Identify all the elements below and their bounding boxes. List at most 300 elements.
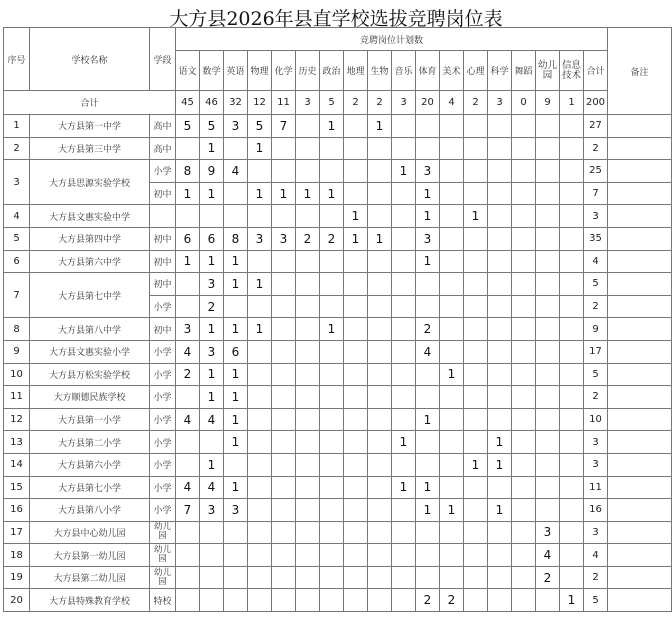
- row-value: [440, 295, 464, 318]
- row-value: [392, 182, 416, 205]
- row-value: [248, 160, 272, 183]
- row-value: [272, 137, 296, 160]
- row-value: [464, 250, 488, 273]
- row-value: [224, 521, 248, 544]
- row-value: 1: [224, 408, 248, 431]
- row-school: 大方县中心幼儿园: [30, 521, 150, 544]
- row-value: 1: [416, 499, 440, 522]
- row-value: [296, 453, 320, 476]
- row-value: [344, 137, 368, 160]
- row-value: [440, 250, 464, 273]
- row-value: [560, 566, 584, 589]
- total-value: 20: [416, 91, 440, 115]
- row-value: [464, 499, 488, 522]
- row-value: [296, 521, 320, 544]
- header-subject: 语文: [176, 51, 200, 91]
- row-index: 2: [4, 137, 30, 160]
- row-value: [536, 476, 560, 499]
- row-value: [272, 544, 296, 567]
- row-remark: [608, 566, 672, 589]
- row-value: 1: [176, 250, 200, 273]
- row-value: [224, 589, 248, 612]
- row-value: [248, 386, 272, 409]
- header-subject: 政治: [320, 51, 344, 91]
- row-value: [416, 137, 440, 160]
- row-value: [536, 227, 560, 250]
- row-value: [320, 566, 344, 589]
- row-value: [488, 566, 512, 589]
- row-value: [296, 250, 320, 273]
- row-value: [512, 363, 536, 386]
- row-value: [512, 295, 536, 318]
- row-value: 3: [536, 521, 560, 544]
- row-value: [296, 566, 320, 589]
- row-value: [560, 476, 584, 499]
- header-subject: 幼儿园: [536, 51, 560, 91]
- row-value: [224, 566, 248, 589]
- row-value: [560, 137, 584, 160]
- row-value: [248, 476, 272, 499]
- row-value: [488, 476, 512, 499]
- row-value: [512, 431, 536, 454]
- row-level: 幼儿园: [150, 544, 176, 567]
- row-remark: [608, 544, 672, 567]
- row-value: [440, 431, 464, 454]
- row-index: 1: [4, 115, 30, 138]
- row-school: 大方县第一小学: [30, 408, 150, 431]
- total-value: 11: [272, 91, 296, 115]
- header-remark: 备注: [608, 28, 672, 115]
- row-value: [536, 431, 560, 454]
- row-value: 1: [392, 431, 416, 454]
- row-value: [176, 544, 200, 567]
- row-value: [200, 521, 224, 544]
- row-value: [272, 566, 296, 589]
- row-value: 7: [272, 115, 296, 138]
- recruitment-table: [3, 27, 672, 612]
- row-value: 17: [584, 340, 608, 363]
- row-value: 1: [416, 408, 440, 431]
- row-value: [512, 408, 536, 431]
- row-value: [344, 295, 368, 318]
- row-value: [512, 160, 536, 183]
- header-subject: 物理: [248, 51, 272, 91]
- row-value: [272, 476, 296, 499]
- row-value: 6: [224, 340, 248, 363]
- row-value: [512, 318, 536, 341]
- row-value: [512, 521, 536, 544]
- row-value: [368, 318, 392, 341]
- row-value: [296, 499, 320, 522]
- row-level: 初中: [150, 318, 176, 341]
- row-value: 1: [416, 182, 440, 205]
- row-value: 1: [416, 205, 440, 228]
- row-value: 3: [176, 318, 200, 341]
- row-value: [368, 431, 392, 454]
- row-value: [248, 544, 272, 567]
- row-value: [488, 137, 512, 160]
- row-remark: [608, 227, 672, 250]
- row-value: [416, 521, 440, 544]
- row-remark: [608, 295, 672, 318]
- row-value: [368, 250, 392, 273]
- row-value: [488, 205, 512, 228]
- row-value: [560, 318, 584, 341]
- row-value: [560, 340, 584, 363]
- row-value: [464, 386, 488, 409]
- row-value: 1: [248, 273, 272, 296]
- table-row: [4, 28, 672, 51]
- table-row: [4, 589, 672, 612]
- row-value: [488, 295, 512, 318]
- header-subject: 舞蹈: [512, 51, 536, 91]
- header-plan: 竞聘岗位计划数: [176, 28, 608, 51]
- row-school: 大方县第三中学: [30, 137, 150, 160]
- row-value: 2: [584, 566, 608, 589]
- total-value: 2: [464, 91, 488, 115]
- row-value: [176, 273, 200, 296]
- row-value: 1: [392, 160, 416, 183]
- row-value: [368, 363, 392, 386]
- row-value: [488, 589, 512, 612]
- row-value: [536, 340, 560, 363]
- row-value: [392, 589, 416, 612]
- row-value: [200, 589, 224, 612]
- row-value: [488, 521, 512, 544]
- row-value: 1: [200, 182, 224, 205]
- row-value: 35: [584, 227, 608, 250]
- row-value: [248, 453, 272, 476]
- row-value: [536, 250, 560, 273]
- row-value: [200, 205, 224, 228]
- row-level: 小学: [150, 431, 176, 454]
- row-level: 初中: [150, 227, 176, 250]
- row-value: [224, 295, 248, 318]
- row-level: 幼儿园: [150, 566, 176, 589]
- row-level: 小学: [150, 408, 176, 431]
- row-value: [368, 340, 392, 363]
- row-index: 3: [4, 160, 30, 205]
- row-value: 3: [224, 115, 248, 138]
- row-value: [560, 295, 584, 318]
- row-value: [176, 589, 200, 612]
- row-value: [440, 137, 464, 160]
- row-remark: [608, 250, 672, 273]
- row-value: [512, 115, 536, 138]
- row-value: [512, 340, 536, 363]
- row-value: 10: [584, 408, 608, 431]
- row-value: [320, 453, 344, 476]
- row-value: [536, 589, 560, 612]
- row-school: 大方县第一中学: [30, 115, 150, 138]
- row-value: [272, 408, 296, 431]
- row-school: 大方县万松实验学校: [30, 363, 150, 386]
- header-index: 序号: [4, 28, 30, 91]
- row-value: [536, 499, 560, 522]
- row-value: 7: [584, 182, 608, 205]
- row-index: 13: [4, 431, 30, 454]
- row-value: 2: [440, 589, 464, 612]
- table-row: [4, 273, 672, 296]
- row-value: 1: [368, 227, 392, 250]
- row-value: [320, 137, 344, 160]
- row-school: 大方县文惠实验中学: [30, 205, 150, 228]
- row-value: 16: [584, 499, 608, 522]
- row-value: [464, 160, 488, 183]
- total-value: 3: [488, 91, 512, 115]
- row-value: 4: [200, 408, 224, 431]
- row-value: [560, 115, 584, 138]
- row-value: [344, 250, 368, 273]
- row-value: [344, 544, 368, 567]
- row-value: [296, 386, 320, 409]
- row-value: 1: [440, 363, 464, 386]
- row-level: 小学: [150, 386, 176, 409]
- header-subject: 心理: [464, 51, 488, 91]
- row-value: [320, 295, 344, 318]
- row-value: [560, 386, 584, 409]
- row-value: [176, 566, 200, 589]
- row-value: [440, 453, 464, 476]
- row-value: [344, 363, 368, 386]
- total-value: 12: [248, 91, 272, 115]
- row-value: [416, 295, 440, 318]
- header-subject: 科学: [488, 51, 512, 91]
- total-value: 200: [584, 91, 608, 115]
- row-value: [272, 318, 296, 341]
- row-value: 1: [344, 205, 368, 228]
- total-value: 2: [344, 91, 368, 115]
- row-value: [368, 476, 392, 499]
- row-value: [320, 340, 344, 363]
- row-value: [512, 566, 536, 589]
- row-value: [560, 227, 584, 250]
- row-value: [344, 182, 368, 205]
- row-value: [248, 499, 272, 522]
- row-value: [224, 182, 248, 205]
- row-value: [344, 273, 368, 296]
- row-value: [512, 453, 536, 476]
- row-value: [176, 431, 200, 454]
- row-value: [272, 386, 296, 409]
- row-value: 4: [200, 476, 224, 499]
- row-value: [464, 137, 488, 160]
- total-value: 3: [392, 91, 416, 115]
- table-row: [4, 431, 672, 454]
- row-value: 1: [200, 453, 224, 476]
- row-value: [392, 408, 416, 431]
- row-value: [296, 431, 320, 454]
- row-value: [440, 273, 464, 296]
- page-title: 大方县2026年县直学校选拔竞聘岗位表: [169, 8, 503, 30]
- row-value: [488, 544, 512, 567]
- total-value: 46: [200, 91, 224, 115]
- row-value: 1: [224, 386, 248, 409]
- table-row: [4, 408, 672, 431]
- row-value: [320, 431, 344, 454]
- row-remark: [608, 273, 672, 296]
- row-value: 4: [584, 250, 608, 273]
- row-value: [440, 566, 464, 589]
- row-value: [272, 589, 296, 612]
- row-value: [392, 566, 416, 589]
- row-value: [296, 363, 320, 386]
- row-value: [464, 227, 488, 250]
- row-value: [416, 431, 440, 454]
- row-remark: [608, 386, 672, 409]
- total-value: 2: [368, 91, 392, 115]
- row-school: 大方县文惠实验小学: [30, 340, 150, 363]
- row-level: 高中: [150, 137, 176, 160]
- total-value: 45: [176, 91, 200, 115]
- row-remark: [608, 431, 672, 454]
- row-value: 1: [464, 205, 488, 228]
- row-value: [368, 205, 392, 228]
- row-value: [488, 250, 512, 273]
- header-subject: 美术: [440, 51, 464, 91]
- row-value: [296, 318, 320, 341]
- row-value: [272, 250, 296, 273]
- row-school: 大方县特殊教育学校: [30, 589, 150, 612]
- row-value: [224, 453, 248, 476]
- row-level: 小学: [150, 363, 176, 386]
- row-value: [440, 544, 464, 567]
- row-value: [392, 363, 416, 386]
- row-value: [488, 386, 512, 409]
- row-value: [416, 453, 440, 476]
- row-value: 1: [200, 386, 224, 409]
- row-value: [200, 566, 224, 589]
- row-value: [464, 273, 488, 296]
- row-value: 5: [176, 115, 200, 138]
- row-value: 1: [416, 476, 440, 499]
- row-level: 初中: [150, 273, 176, 296]
- row-value: 1: [224, 476, 248, 499]
- row-value: [296, 476, 320, 499]
- row-school: 大方县第七中学: [30, 273, 150, 318]
- row-value: 1: [344, 227, 368, 250]
- row-value: [512, 205, 536, 228]
- row-level: 初中: [150, 250, 176, 273]
- row-value: [560, 408, 584, 431]
- total-value: 5: [320, 91, 344, 115]
- row-value: [536, 453, 560, 476]
- row-value: [512, 137, 536, 160]
- row-value: 1: [488, 453, 512, 476]
- row-remark: [608, 521, 672, 544]
- row-value: [248, 566, 272, 589]
- row-value: [512, 273, 536, 296]
- table-row: [4, 566, 672, 589]
- total-value: 9: [536, 91, 560, 115]
- row-value: [464, 544, 488, 567]
- row-school: 大方县第八小学: [30, 499, 150, 522]
- table-row: [4, 386, 672, 409]
- row-value: 1: [320, 182, 344, 205]
- row-value: [344, 521, 368, 544]
- row-value: 3: [224, 499, 248, 522]
- table-row: [4, 205, 672, 228]
- row-value: [488, 340, 512, 363]
- row-value: [440, 160, 464, 183]
- table-row: [4, 250, 672, 273]
- row-value: [368, 499, 392, 522]
- row-value: 3: [416, 160, 440, 183]
- row-value: [536, 295, 560, 318]
- row-level: 特校: [150, 589, 176, 612]
- total-value: 3: [296, 91, 320, 115]
- row-index: 19: [4, 566, 30, 589]
- row-remark: [608, 160, 672, 183]
- row-value: [440, 205, 464, 228]
- row-level: 小学: [150, 295, 176, 318]
- row-value: 4: [584, 544, 608, 567]
- row-value: [368, 566, 392, 589]
- row-value: [536, 273, 560, 296]
- row-value: [536, 160, 560, 183]
- row-value: 5: [584, 273, 608, 296]
- header-level: 学段: [150, 28, 176, 91]
- header-subject: 英语: [224, 51, 248, 91]
- row-school: 大方县第二小学: [30, 431, 150, 454]
- row-level: 幼儿园: [150, 521, 176, 544]
- table-row: [4, 227, 672, 250]
- row-value: [320, 544, 344, 567]
- row-value: [296, 295, 320, 318]
- row-level: 高中: [150, 115, 176, 138]
- row-value: [536, 386, 560, 409]
- row-value: [488, 182, 512, 205]
- row-value: 1: [440, 499, 464, 522]
- table-row: [4, 91, 672, 115]
- row-value: 4: [176, 340, 200, 363]
- row-value: [344, 386, 368, 409]
- row-value: [320, 363, 344, 386]
- row-value: [392, 499, 416, 522]
- row-value: [392, 227, 416, 250]
- row-index: 10: [4, 363, 30, 386]
- row-value: [368, 521, 392, 544]
- row-value: [464, 408, 488, 431]
- row-value: 5: [584, 589, 608, 612]
- row-value: [344, 318, 368, 341]
- row-school: 大方县第一幼儿园: [30, 544, 150, 567]
- row-value: [272, 340, 296, 363]
- row-value: [296, 589, 320, 612]
- row-value: [440, 182, 464, 205]
- row-value: [464, 318, 488, 341]
- total-value: 1: [560, 91, 584, 115]
- row-value: 1: [200, 250, 224, 273]
- header-subject: 音乐: [392, 51, 416, 91]
- row-value: 7: [176, 499, 200, 522]
- row-value: 1: [272, 182, 296, 205]
- row-value: [200, 544, 224, 567]
- row-value: 2: [584, 295, 608, 318]
- row-value: [272, 205, 296, 228]
- row-value: [560, 521, 584, 544]
- row-school: 大方顺德民族学校: [30, 386, 150, 409]
- row-value: 25: [584, 160, 608, 183]
- row-value: [440, 521, 464, 544]
- row-value: 1: [248, 182, 272, 205]
- row-value: 1: [464, 453, 488, 476]
- row-value: [344, 499, 368, 522]
- row-value: [296, 340, 320, 363]
- row-value: [488, 160, 512, 183]
- row-value: [392, 340, 416, 363]
- row-remark: [608, 137, 672, 160]
